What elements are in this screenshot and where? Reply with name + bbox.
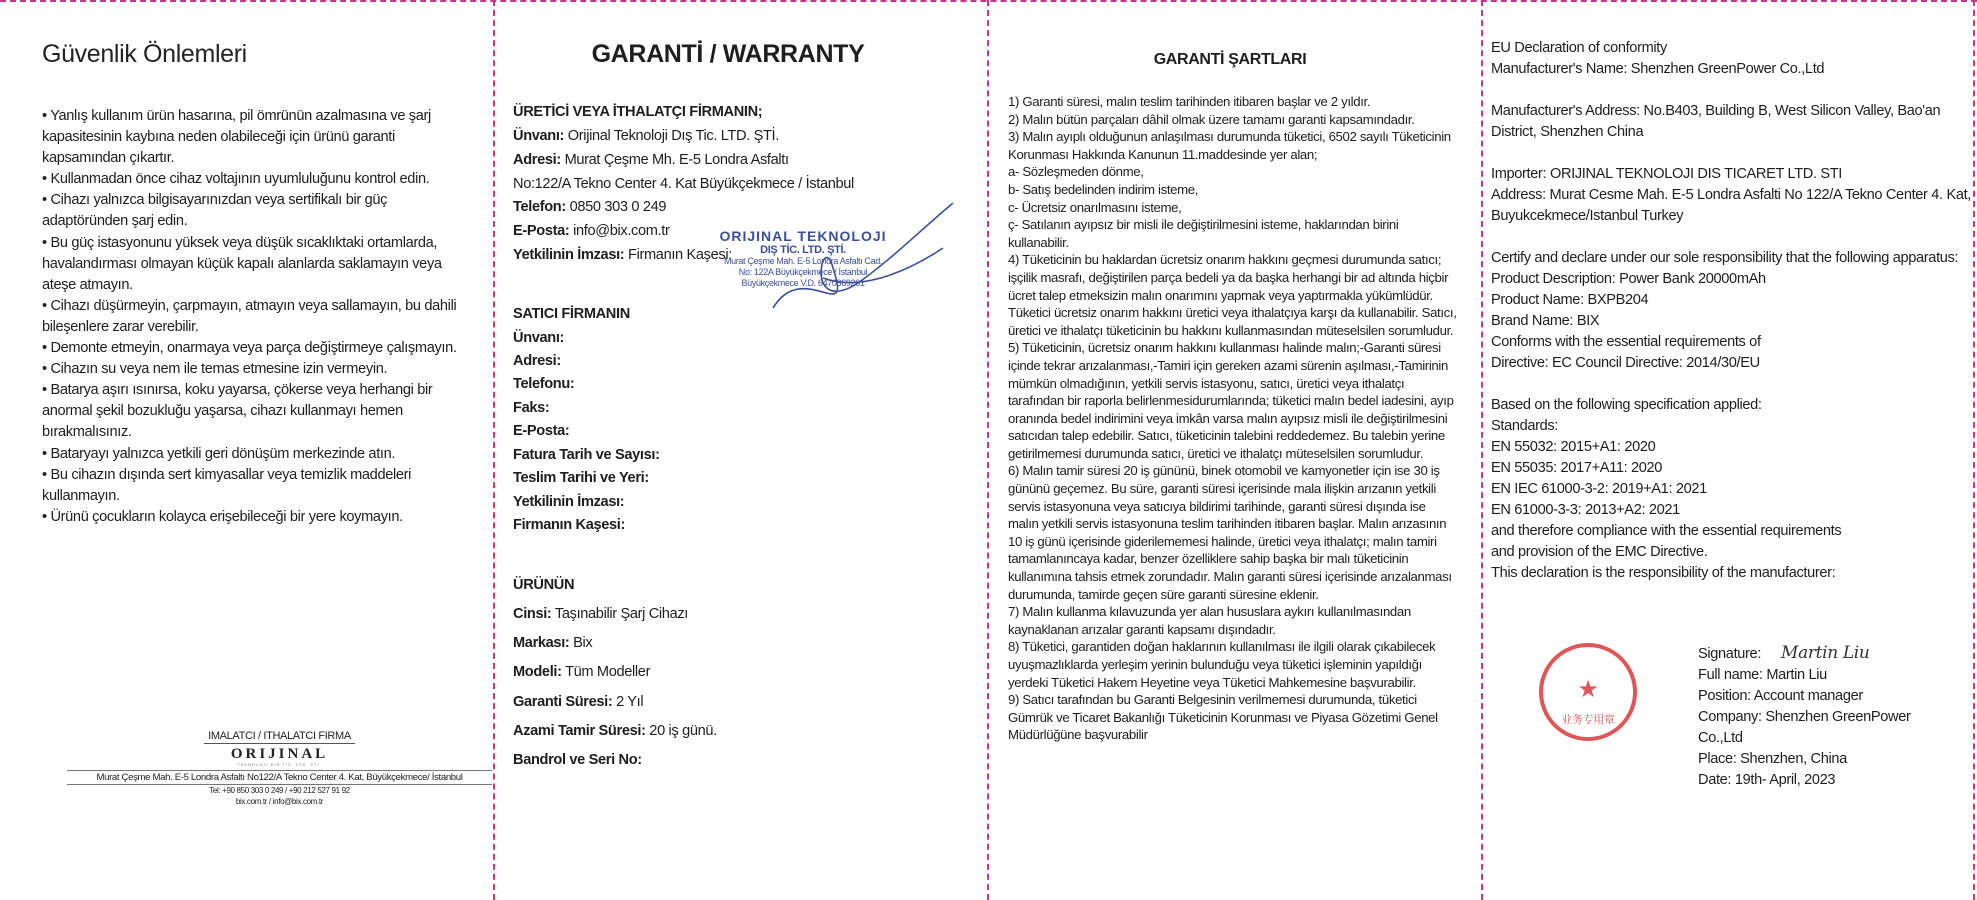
standard-item: EN 55032: 2015+A1: 2020 xyxy=(1491,439,1656,455)
importer-address-en: Address: Murat Cesme Mah. E-5 Londra Asfalti No 122/A Tekno Center 4. Kat, Buyukcekmece/Istanbul Turkey xyxy=(1491,187,1972,224)
certify-text: Certify and declare under our sole responsibility that the following apparatus: xyxy=(1491,250,1959,266)
warranty-panel xyxy=(513,0,953,900)
seal-band: 业务专用章 xyxy=(1561,714,1615,726)
label: Cinsi: xyxy=(513,606,552,622)
label: Modeli: xyxy=(513,664,562,680)
seal-star-icon: ★ xyxy=(1577,676,1599,703)
conforms-text: Conforms with the essential requirements of xyxy=(1491,334,1761,350)
importer-kicker: IMALATCI / ITHALATCI FIRMA xyxy=(204,730,355,744)
signing-date: Date: 19th- April, 2023 xyxy=(1698,772,1836,788)
warranty-terms-panel xyxy=(1000,0,1460,900)
fold-line-1 xyxy=(493,0,495,900)
importer-address: Murat Çeşme Mah. E-5 Londra Asfaltı No122/A Tekno Center 4. Kat, Büyükçekmece/ İstanbul xyxy=(67,770,492,785)
terms-paragraph: 5) Tüketicinin, ücretsiz onarım hakkını kullanması halinde malın;-Garanti süresi içinde tekrar arızalanması,-Tamiri için gereken azami sürenin aşılması,-Tamirinin mümkün olmadığının, yetkili servis istasyonu, satıcı, üretici veya ithalatçı tarafından bir raporla belirlenmesidurumlarında; tüketici malın bedel iadesini, ayıp oranında bedel indirimini veya imkân varsa malın ayıpsız misli ile değiştirilmesini satıcıdan talep edebilir. Satıcı, tüketicinin talebini reddedemez. Bu talebin yerine getirilmemesi durumunda satıcı, üretici ve ithalatçı müteselsilen sorumludur. xyxy=(1008,340,1454,461)
product-row xyxy=(513,635,592,651)
value: 2 Yıl xyxy=(616,694,644,710)
brand-logo-subtitle: TEKNOLOJI DIS TIC. LTD. STI. xyxy=(237,762,322,767)
standards-label: Standards: xyxy=(1491,418,1559,434)
safety-item: • Bu cihazın dışında sert kimyasallar veya temizlik maddeleri kullanmayın. xyxy=(42,465,472,507)
brand-logo: ORIJINAL xyxy=(230,746,329,762)
seller-field: Telefonu: xyxy=(513,376,575,392)
importer-logo-block xyxy=(67,730,492,807)
safety-item: • Yanlış kullanım ürün hasarına, pil ömrünün azalmasına ve şarj kapasitesinin kaybına neden olabileceği için ürünü garanti kapsamından çıkartır. xyxy=(42,106,472,169)
manufacturer-name: Manufacturer's Name: Shenzhen GreenPower Co.,Ltd xyxy=(1491,61,1825,77)
terms-paragraph: c- Ücretsiz onarılmasını isteme, xyxy=(1008,199,1182,215)
emc-text: and provision of the EMC Directive. xyxy=(1491,544,1708,560)
safety-item: • Bataryayı yalnızca yetkili geri dönüşüm merkezinde atın. xyxy=(42,444,472,465)
safety-item: • Cihazı düşürmeyin, çarpmayın, atmayın veya sallamayın, bu dahili bileşenlere zarar verebilir. xyxy=(42,296,472,338)
safety-item: • Kullanmadan önce cihaz voltajının uyumluluğunu kontrol edin. xyxy=(42,169,472,190)
seller-field: E-Posta: xyxy=(513,423,570,439)
label: E-Posta: xyxy=(513,223,570,239)
stamp-line: Büyükçekmece V.D. 6470369261 xyxy=(741,278,865,288)
importer-phone: Tel: +90 850 303 0 249 / +90 212 527 91 92 xyxy=(209,786,350,795)
safety-item: • Demonte etmeyin, onarmaya veya parça değiştirmeye çalışmayın. xyxy=(42,338,472,359)
standard-item: EN 55035: 2017+A11: 2020 xyxy=(1491,460,1663,476)
value: Taşınabilir Şarj Cihazı xyxy=(554,606,688,622)
safety-item: • Cihazı yalnızca bilgisayarınızdan veya sertifikalı bir güç adaptöründen şarj edin. xyxy=(42,190,472,232)
product-row xyxy=(513,606,688,622)
stamp-line: DIŞ TİC. LTD. ŞTİ. xyxy=(760,244,846,256)
warranty-title: GARANTİ / WARRANTY xyxy=(591,40,865,68)
product-row xyxy=(513,694,643,710)
terms-paragraph: 6) Malın tamir süresi 20 iş gününü, binek otomobil ve kamyonetler için ise 30 iş gününü geçemez. Bu süre, garanti süresi içerisinde mala ilişkin arızanın yetkili servis istasyonuna veya satıcıya bildirimi tarihinde, garanti süresi dışında ise malın yetkili servis istasyonuna teslim tarihinden itibaren başlar. Malın arızasının 10 iş günü içerisinde giderilememesi halinde, üretici veya ithalatçı; malın tamiri tamamlanıncaya kadar, benzer özelliklere sahip başka bir malı tüketicinin kullanımına tahsis etmek zorundadır. Malın garanti süresi içerisinde arızalanması durumunda, tamirde geçen süre garanti süresine eklenir. xyxy=(1008,463,1452,602)
signature-label: Signature: xyxy=(1698,646,1762,662)
signature-row xyxy=(1698,643,1938,665)
signature-block xyxy=(1698,643,1938,791)
safety-panel xyxy=(42,0,472,900)
spec-intro: Based on the following specification applied: xyxy=(1491,397,1762,413)
maker-email-row xyxy=(513,223,669,239)
value: Firmanın Kaşesi: xyxy=(628,247,732,263)
value: Murat Çeşme Mh. E-5 Londra Asfaltı xyxy=(564,152,789,168)
product-heading: ÜRÜNÜN xyxy=(513,577,575,593)
terms-paragraph: ç- Satılanın ayıpsız bir misli ile değiştirilmesini isteme, haklarından birini kullanabilir. xyxy=(1008,217,1399,250)
terms-paragraph: b- Satış bedelinden indirim isteme, xyxy=(1008,181,1199,197)
signer-fullname: Full name: Martin Liu xyxy=(1698,667,1827,683)
label: Adresi: xyxy=(513,152,561,168)
value: Orijinal Teknoloji Dış Tic. LTD. ŞTİ. xyxy=(567,128,779,144)
value: Tüm Modeller xyxy=(565,664,651,680)
label: Telefon: xyxy=(513,199,566,215)
label: Ünvanı: xyxy=(513,128,565,144)
safety-item: • Batarya aşırı ısınırsa, koku yayarsa, çökerse veya herhangi bir anormal şekil bozukluğu yaşarsa, cihazı kullanmayı hemen bırakmalısınız. xyxy=(42,380,472,443)
seller-heading: SATICI FİRMANIN xyxy=(513,306,630,322)
value: Bix xyxy=(573,635,593,651)
fold-line-3 xyxy=(1481,0,1483,900)
label: Azami Tamir Süresi: xyxy=(513,723,646,739)
product-row xyxy=(513,664,650,680)
terms-paragraph: 2) Malın bütün parçaları dâhil olmak üzere tamamı garanti kapsamındadır. xyxy=(1008,111,1415,127)
standard-item: EN 61000-3-3: 2013+A2: 2021 xyxy=(1491,502,1680,518)
eu-declaration-panel xyxy=(1491,0,1971,900)
product-row xyxy=(513,723,717,739)
company-seal xyxy=(1539,643,1637,741)
terms-paragraph: a- Sözleşmeden dönme, xyxy=(1008,164,1144,180)
seller-field: Teslim Tarihi ve Yeri: xyxy=(513,470,649,486)
terms-paragraph: 9) Satıcı tarafından bu Garanti Belgesinin verilmemesi durumunda, tüketici Gümrük ve Ticaret Bakanlığı Tüketicinin Korunması ve Piyasa Gözetimi Genel Müdürlüğüne başvurabilir xyxy=(1008,692,1438,743)
directive-text: Directive: EC Council Directive: 2014/30/EU xyxy=(1491,355,1760,371)
handwritten-signature xyxy=(763,198,963,338)
fold-line-2 xyxy=(987,0,989,900)
product-row xyxy=(513,752,642,768)
seller-field: Firmanın Kaşesi: xyxy=(513,517,625,533)
maker-address-row-2: No:122/A Tekno Center 4. Kat Büyükçekmece / İstanbul xyxy=(513,176,854,192)
brand-name: Brand Name: BIX xyxy=(1491,313,1600,329)
declaration-title: EU Declaration of conformity xyxy=(1491,40,1667,56)
terms-body xyxy=(1008,93,1458,744)
stamp-line: No: 122A Büyükçekmece / İstanbul xyxy=(738,267,868,277)
seller-field: Fatura Tarih ve Sayısı: xyxy=(513,447,660,463)
seller-field: Adresi: xyxy=(513,353,561,369)
terms-paragraph: 3) Malın ayıplı olduğunun anlaşılması durumunda tüketici, 6502 sayılı Tüketicinin Korunması Hakkında Kanunun 11.maddesinde yer alan; xyxy=(1008,129,1451,162)
maker-heading: ÜRETİCİ VEYA İTHALATÇI FİRMANIN; xyxy=(513,104,763,120)
safety-item: • Cihazın su veya nem ile temas etmesine izin vermeyin. xyxy=(42,359,472,380)
safety-item: • Ürünü çocukların kolayca erişebileceği bir yere koymayın. xyxy=(42,507,472,528)
responsibility-text: This declaration is the responsibility of the manufacturer: xyxy=(1491,565,1836,581)
standard-item: EN IEC 61000-3-2: 2019+A1: 2021 xyxy=(1491,481,1707,497)
value: 0850 303 0 249 xyxy=(569,199,667,215)
safety-item: • Bu güç istasyonunu yüksek veya düşük sıcaklıktaki ortamlarda, havalandırması olmayan küçük kapalı alanlarda saklamayın veya ateşe atmayın. xyxy=(42,233,472,296)
signer-position: Position: Account manager xyxy=(1698,688,1863,704)
label: Garanti Süresi: xyxy=(513,694,613,710)
seller-field: Ünvanı: xyxy=(513,330,565,346)
label: Yetkilinin İmzası: xyxy=(513,247,625,263)
terms-paragraph: 8) Tüketici, garantiden doğan haklarının kullanılması ile ilgili olarak çıkabilecek uyuşmazlıklarda yerleşim yerinin bulunduğu veya tüketici işleminin yapıldığı yerdeki Tüketici Hakem Heyetine veya Tüketici Mahkemesine başvurabilir. xyxy=(1008,639,1436,690)
label: Bandrol ve Seri No: xyxy=(513,752,642,768)
safety-title: Güvenlik Önlemleri xyxy=(42,40,247,68)
product-description: Product Description: Power Bank 20000mAh xyxy=(1491,271,1766,287)
terms-paragraph: 1) Garanti süresi, malın teslim tarihinden itibaren başlar ve 2 yıldır. xyxy=(1008,94,1371,109)
value: info@bix.com.tr xyxy=(573,223,670,239)
maker-address-row xyxy=(513,152,789,168)
terms-paragraph: 7) Malın kullanma kılavuzunda yer alan hususlara aykırı kullanılmasından kaynaklanan arızalar garanti kapsamı dışındadır. xyxy=(1008,604,1411,637)
signer-company: Company: Shenzhen GreenPower Co.,Ltd xyxy=(1698,709,1911,746)
signature: Martin Liu xyxy=(1781,643,1870,663)
product-name: Product Name: BXPB204 xyxy=(1491,292,1649,308)
maker-name-row xyxy=(513,128,779,144)
maker-signature-row xyxy=(513,247,732,263)
importer-web: bix.com.tr / info@bix.com.tr xyxy=(235,797,324,806)
value: 20 iş günü. xyxy=(649,723,717,739)
label: Markası: xyxy=(513,635,570,651)
importer-name: Importer: ORIJINAL TEKNOLOJI DIS TICARET LTD. STI xyxy=(1491,166,1843,182)
stamp-line: Murat Çeşme Mah. E-5 Londra Asfaltı Cad. xyxy=(723,256,883,266)
signing-place: Place: Shenzhen, China xyxy=(1698,751,1847,767)
safety-list xyxy=(42,106,472,528)
seller-field: Yetkilinin İmzası: xyxy=(513,494,625,510)
terms-title: GARANTİ ŞARTLARI xyxy=(1153,51,1307,68)
manufacturer-address: Manufacturer's Address: No.B403, Building B, West Silicon Valley, Bao'an District, Shenzhen China xyxy=(1491,103,1941,140)
maker-phone-row xyxy=(513,199,666,215)
seller-field: Faks: xyxy=(513,400,550,416)
fold-line-4 xyxy=(1973,0,1975,900)
compliance-text: and therefore compliance with the essential requirements xyxy=(1491,523,1842,539)
terms-paragraph: 4) Tüketicinin bu haklardan ücretsiz onarım hakkını geçmesi durumunda satıcı; işçilik masrafı, değiştirilen parça bedeli ya da başka herhangi bir ad altında hiçbir ücret talep etmeksizin malın onarımını yapmak veya yaptırmakla yükümlüdür. Tüketici ücretsiz onarım hakkını üretici veya ithalatçıya karşı da kullanabilir. Satıcı, üretici ve ithalatçı tüketicinin bu hakkını kullanmasından müteselsilen sorumludur. xyxy=(1008,252,1457,338)
stamp-line: ORIJINAL TEKNOLOJI xyxy=(719,228,887,244)
